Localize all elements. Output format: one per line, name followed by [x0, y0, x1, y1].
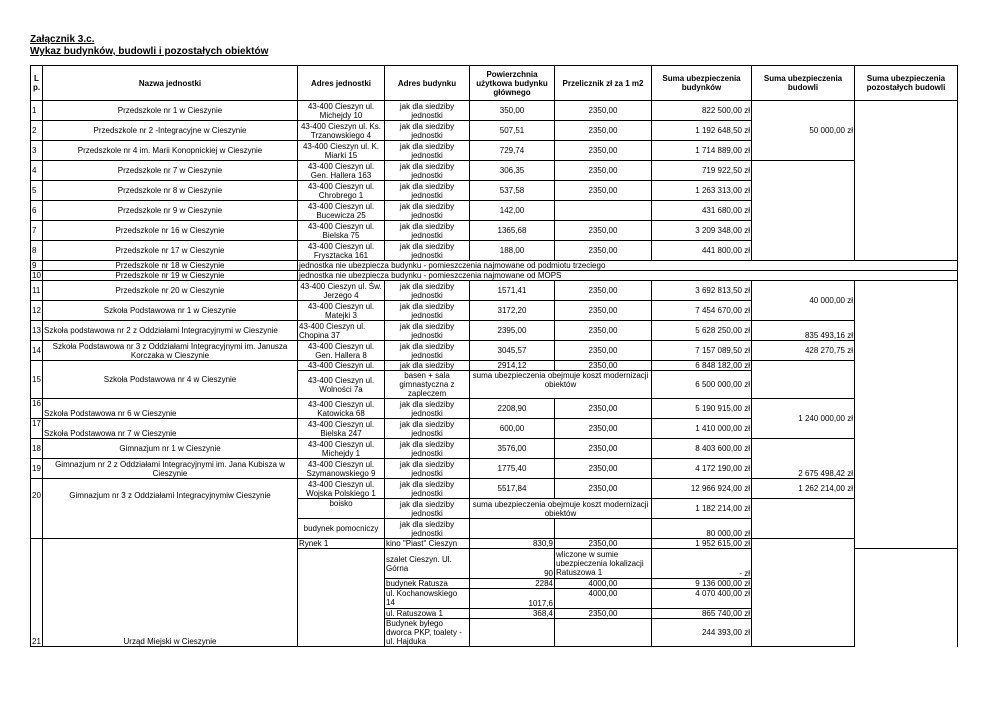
structures-sum: 50 000,00 zł: [752, 101, 855, 161]
cell-area: 729,74: [470, 141, 555, 161]
cell-bldg-b2: jak dla siedziby jednostki: [385, 499, 470, 519]
cell-area: 142,00: [470, 201, 555, 221]
table-row: [31, 361, 958, 371]
col-rate: Przelicznik zł za 1 m2: [555, 66, 652, 101]
cell-name: Przedszkole nr 4 im. Marii Konopnickiej w Cieszynie: [43, 141, 298, 161]
structures-empty: [752, 161, 855, 261]
cell-sum: 12 966 924,00 zł: [652, 479, 752, 499]
cell-rate: 2350,00: [555, 221, 652, 241]
cell-bldg-c2: jak dla siedziby jednostki: [385, 519, 470, 539]
cell-area: 90: [470, 549, 555, 579]
structures-empty: [752, 539, 855, 647]
cell-rate: 2350,00: [555, 439, 652, 459]
cell-lp: 16: [31, 399, 43, 419]
cell-sum: 80 000,00 zł: [652, 519, 752, 539]
cell-addr: 43-400 Cieszyn ul. Michejdy 1: [298, 439, 385, 459]
table-row: [31, 281, 958, 301]
cell-sum: 719 922,50 zł: [652, 161, 752, 181]
cell-lp: 7: [31, 221, 43, 241]
cell-bldg: Budynek byłego dworca PKP, toalety - ul. Hajduka: [385, 619, 470, 647]
cell-bldg: jak dla siedziby jednostki: [385, 101, 470, 121]
cell-lp: 8: [31, 241, 43, 261]
other-sum-empty: [855, 101, 958, 261]
cell-rate: 2350,00: [555, 281, 652, 301]
cell-addr: 43-400 Cieszyn ul. Frysztacka 161: [298, 241, 385, 261]
structures-sum: 40 000,00 zł: [752, 281, 855, 321]
cell-name: Szkoła Podstawowa nr 6 w Cieszynie: [43, 399, 298, 419]
cell-area: 3045,57: [470, 341, 555, 361]
cell-rate: 2350,00: [555, 341, 652, 361]
cell-name: Przedszkole nr 17 w Cieszynie: [43, 241, 298, 261]
cell-sum: 6 500 000,00 zł: [652, 371, 752, 399]
cell-bldg: jak dla siedziby jednostki: [385, 341, 470, 361]
cell-bldg: jak dla siedziby jednostki: [385, 439, 470, 459]
cell-area-empty: [470, 519, 555, 539]
cell-bldg: jak dla siedziby jednostki: [385, 141, 470, 161]
cell-area: 2284: [470, 579, 555, 589]
cell-rate: wliczone w sumie ubezpieczenia lokalizacji Ratuszowa 1: [555, 549, 652, 579]
cell-sum: 8 403 600,00 zł: [652, 439, 752, 459]
cell-name: Przedszkole nr 8 w Cieszynie: [43, 181, 298, 201]
table-row: [31, 161, 958, 181]
cell-sum: 6 848 182,00 zł: [652, 361, 752, 371]
cell-rate: 2350,00: [555, 479, 652, 499]
cell-lp: 13: [31, 321, 43, 341]
cell-addr: 43-400 Cieszyn ul. Chrobrego 1: [298, 181, 385, 201]
cell-rate: [555, 201, 652, 221]
col-addr-unit: Adres jednostki: [298, 66, 385, 101]
cell-bldg: jak dla siedziby jednostki: [385, 181, 470, 201]
table-row: [31, 399, 958, 419]
cell-bldg: jak dla siedziby jednostki: [385, 301, 470, 321]
cell-addr: 43-400 Cieszyn ul. Św. Jerzego 4: [298, 281, 385, 301]
cell-note: jednostka nie ubezpiecza budynku - pomieszczenia najmowane od MOPS: [298, 271, 958, 281]
cell-rate-empty: [555, 619, 652, 647]
cell-rate: 2350,00: [555, 121, 652, 141]
cell-addr-empty: [298, 549, 385, 647]
cell-rate: 2350,00: [555, 419, 652, 439]
cell-addr: 43-400 Cieszyn ul. Chopina 37: [298, 321, 385, 341]
cell-area: 830,9: [470, 539, 555, 549]
cell-name: Przedszkole nr 16 w Cieszynie: [43, 221, 298, 241]
cell-name: Przedszkole nr 2 -Integracyjne w Cieszynie: [43, 121, 298, 141]
cell-lp: 1: [31, 101, 43, 121]
cell-sum: 1 192 648,50 zł: [652, 121, 752, 141]
cell-name: Szkoła podstawowa nr 2 z Oddziałami Integracyjnymi w Cieszynie: [43, 321, 298, 341]
cell-addr: 43-400 Cieszyn ul. Ks. Trzanowskiego 4: [298, 121, 385, 141]
cell-addr: 43-400 Cieszyn ul. Szymanowskiego 9: [298, 459, 385, 479]
cell-area: 3576,00: [470, 439, 555, 459]
cell-sum: 3 692 813,50 zł: [652, 281, 752, 301]
cell-note: jednostka nie ubezpiecza budynku - pomieszczenia najmowane od podmiotu trzeciego: [298, 261, 958, 271]
cell-sum: 1 263 313,00 zł: [652, 181, 752, 201]
table-row: [31, 439, 958, 459]
cell-bldg: kino "Piast" Cieszyn: [385, 539, 470, 549]
cell-area: 1017,6: [470, 589, 555, 609]
cell-area: 2208,90: [470, 399, 555, 419]
cell-lp: 5: [31, 181, 43, 201]
cell-rate: 2350,00: [555, 539, 652, 549]
cell-bldg: basen + sala gimnastyczna z zapleczem: [385, 371, 470, 399]
table-row: [31, 261, 958, 271]
cell-area: 306,35: [470, 161, 555, 181]
cell-lp: 21: [31, 539, 43, 647]
cell-area: 350,00: [470, 101, 555, 121]
cell-bldg: jak dla siedziby jednostki: [385, 419, 470, 439]
cell-lp: 9: [31, 261, 43, 271]
cell-sum: 822 500,00 zł: [652, 101, 752, 121]
cell-name: Gimnazjum nr 2 z Oddziałami Integracyjnymi im. Jana Kubisza w Cieszynie: [43, 459, 298, 479]
cell-name: Urząd Miejski w Cieszynie: [43, 539, 298, 647]
cell-sum: 5 628 250,00 zł: [652, 321, 752, 341]
cell-name: Szkoła Podstawowa nr 7 w Cieszynie: [43, 419, 298, 439]
cell-addr: 43-400 Cieszyn ul. Katowicka 68: [298, 399, 385, 419]
cell-sum: 431 680,00 zł: [652, 201, 752, 221]
cell-addr: 43-400 Cieszyn ul.: [298, 361, 385, 371]
cell-sum: 244 393,00 zł: [652, 619, 752, 647]
cell-addr: 43-400 Cieszyn ul. Wojska Polskiego 1: [298, 479, 385, 499]
cell-lp: 19: [31, 459, 43, 479]
cell-bldg-b: boisko: [298, 499, 385, 519]
cell-name: Przedszkole nr 9 w Cieszynie: [43, 201, 298, 221]
col-sum-buildings: Suma ubezpieczenia budynków: [652, 66, 752, 101]
cell-bldg: ul. Kochanowskiego 14: [385, 589, 470, 609]
cell-area: 2914,12: [470, 361, 555, 371]
cell-rate: 2350,00: [555, 141, 652, 161]
cell-addr: 43-400 Cieszyn ul. Bielska 247: [298, 419, 385, 439]
cell-name: Przedszkole nr 18 w Cieszynie: [43, 261, 298, 271]
cell-sum: 4 172 190,00 zł: [652, 459, 752, 479]
col-sum-structures: Suma ubezpieczenia budowli: [752, 66, 855, 101]
cell-rate: 2350,00: [555, 399, 652, 419]
cell-sum: 9 136 000,00 zł: [652, 579, 752, 589]
cell-addr: Rynek 1: [298, 539, 385, 549]
cell-area: 1365,68: [470, 221, 555, 241]
cell-bldg: jak dla siedziby jednostki: [385, 201, 470, 221]
cell-lp: 3: [31, 141, 43, 161]
cell-name: Gimnazjum nr 3 z Oddziałami Integracyjnymiw Cieszynie: [43, 479, 298, 539]
cell-bldg: jak dla siedziby jednostki: [385, 161, 470, 181]
cell-bldg: jak dla siedziby jednostki: [385, 479, 470, 499]
cell-lp: 20: [31, 479, 43, 539]
cell-rate: 4000,00: [555, 579, 652, 589]
cell-lp: 17: [31, 419, 43, 439]
cell-bldg: jak dla siedziby jednostki: [385, 121, 470, 141]
table-row: [31, 341, 958, 361]
cell-sum: 7 454 670,00 zł: [652, 301, 752, 321]
cell-addr: 43-400 Cieszyn ul. Wolności 7a: [298, 371, 385, 399]
cell-lp: 18: [31, 439, 43, 459]
cell-area: 600,00: [470, 419, 555, 439]
cell-addr: 43-400 Cieszyn ul. Bucewicza 25: [298, 201, 385, 221]
cell-rate: 2350,00: [555, 459, 652, 479]
cell-note: suma ubezpieczenia obejmuje koszt modernizacji obiektów: [470, 371, 652, 399]
table-row: [31, 101, 958, 121]
col-sum-other: Suma ubezpieczenia pozostałych budowli: [855, 66, 958, 101]
cell-rate-empty: [555, 519, 652, 539]
cell-sum: 3 209 348,00 zł: [652, 221, 752, 241]
structures-sum: 1 262 214,00 zł: [752, 479, 855, 499]
cell-bldg: jak dla siedziby jednostki: [385, 459, 470, 479]
cell-bldg: jak dla siedziby jednostki: [385, 281, 470, 301]
cell-rate: 2350,00: [555, 361, 652, 371]
other-sum-empty: [855, 281, 958, 549]
cell-area: 1571,41: [470, 281, 555, 301]
table-header: [31, 66, 958, 101]
cell-area: 1775,40: [470, 459, 555, 479]
cell-addr: 43-400 Cieszyn ul. K. Miarki 15: [298, 141, 385, 161]
cell-name: Gimnazjum nr 1 w Cieszynie: [43, 439, 298, 459]
cell-bldg: jak dla siedziby jednostki: [385, 399, 470, 419]
cell-area: 507,51: [470, 121, 555, 141]
cell-bldg: szalet Cieszyn. Ul. Górna: [385, 549, 470, 579]
cell-lp: 14: [31, 341, 43, 361]
table-row: [31, 479, 958, 499]
col-name: Nazwa jednostki: [43, 66, 298, 101]
cell-name: Szkoła Podstawowa nr 4 w Cieszynie: [43, 361, 298, 399]
structures-sum: 835 493,16 zł: [752, 321, 855, 341]
table-row: [31, 539, 958, 549]
cell-rate: 2350,00: [555, 609, 652, 619]
cell-name: Przedszkole nr 20 w Cieszynie: [43, 281, 298, 301]
cell-name: Szkoła Podstawowa nr 3 z Oddziałami Integracyjnymi im. Janusza Korczaka w Cieszynie: [43, 341, 298, 361]
cell-bldg: jak dla siedziby jednostki: [385, 241, 470, 261]
cell-rate: 2350,00: [555, 241, 652, 261]
cell-addr: 43-400 Cieszyn ul. Bielska 75: [298, 221, 385, 241]
cell-area: 188,00: [470, 241, 555, 261]
cell-area: 3172,20: [470, 301, 555, 321]
cell-bldg-c: budynek pomocniczy: [298, 519, 385, 539]
cell-area: 537,58: [470, 181, 555, 201]
cell-name: Szkoła Podstawowa nr 1 w Cieszynie: [43, 301, 298, 321]
cell-area-empty: [470, 619, 555, 647]
cell-addr: 43-400 Cieszyn ul. Michejdy 10: [298, 101, 385, 121]
cell-addr: 43-400 Cieszyn ul. Matejki 3: [298, 301, 385, 321]
cell-addr: 43-400 Cieszyn ul. Gen. Hallera 8: [298, 341, 385, 361]
structures-sum: 2 675 498,42 zł: [752, 439, 855, 479]
cell-area: 368,4: [470, 609, 555, 619]
cell-sum: 441 800,00 zł: [652, 241, 752, 261]
attachment-title: Załącznik 3.c.: [30, 34, 95, 45]
cell-bldg: jak dla siedziby jednostki: [385, 221, 470, 241]
cell-lp: 11: [31, 281, 43, 301]
assets-table: [30, 65, 958, 647]
cell-bldg: budynek Ratusza: [385, 579, 470, 589]
cell-bldg: jak dla siedziby jednostki: [385, 321, 470, 341]
cell-addr: 43-400 Cieszyn ul. Gen. Hallera 163: [298, 161, 385, 181]
cell-lp: 4: [31, 161, 43, 181]
cell-sum: 4 070 400,00 zł: [652, 589, 752, 609]
structures-empty: [752, 499, 855, 539]
cell-sum: 7 157 089,50 zł: [652, 341, 752, 361]
cell-sum: 1 182 214,00 zł: [652, 499, 752, 519]
col-area: Powierzchnia użytkowa budynku głównego: [470, 66, 555, 101]
cell-sum: 1 714 889,00 zł: [652, 141, 752, 161]
structures-sum: 428 270,75 zł: [752, 341, 855, 361]
structures-sum: 1 240 000,00 zł: [752, 399, 855, 439]
col-lp: Lp.: [31, 66, 43, 101]
cell-lp: 12: [31, 301, 43, 321]
cell-lp: 6: [31, 201, 43, 221]
cell-note: suma ubezpieczenia obejmuje koszt modernizacji obiektów: [470, 499, 652, 519]
table-row: [31, 271, 958, 281]
cell-lp: 2: [31, 121, 43, 141]
cell-lp: 15: [31, 361, 43, 399]
cell-bldg: jak dla siedziby: [385, 361, 470, 371]
table-row: [31, 321, 958, 341]
cell-lp: 10: [32, 271, 41, 280]
cell-area: 5517,84: [470, 479, 555, 499]
cell-rate: 2350,00: [555, 161, 652, 181]
cell-name: Przedszkole nr 19 w Cieszynie: [43, 271, 298, 281]
cell-bldg: ul. Ratuszowa 1: [385, 609, 470, 619]
cell-rate: 2350,00: [555, 301, 652, 321]
cell-sum: 5 190 915,00 zł: [652, 399, 752, 419]
cell-rate: 2350,00: [555, 181, 652, 201]
cell-rate: 4000,00: [555, 589, 652, 609]
structures-empty: [752, 361, 855, 399]
cell-area: 2395,00: [470, 321, 555, 341]
col-addr-building: Adres budynku: [385, 66, 470, 101]
cell-sum: - zł: [652, 549, 752, 579]
cell-name: Przedszkole nr 7 w Cieszynie: [43, 161, 298, 181]
cell-sum: 865 740,00 zł: [652, 609, 752, 619]
document-title: Wykaz budynków, budowli i pozostałych obiektów: [30, 46, 269, 57]
cell-rate: 2350,00: [555, 101, 652, 121]
cell-sum: 1 410 000,00 zł: [652, 419, 752, 439]
cell-name: Przedszkole nr 1 w Cieszynie: [43, 101, 298, 121]
cell-sum: 1 952 615,00 zł: [652, 539, 752, 549]
cell-rate: 2350,00: [555, 321, 652, 341]
